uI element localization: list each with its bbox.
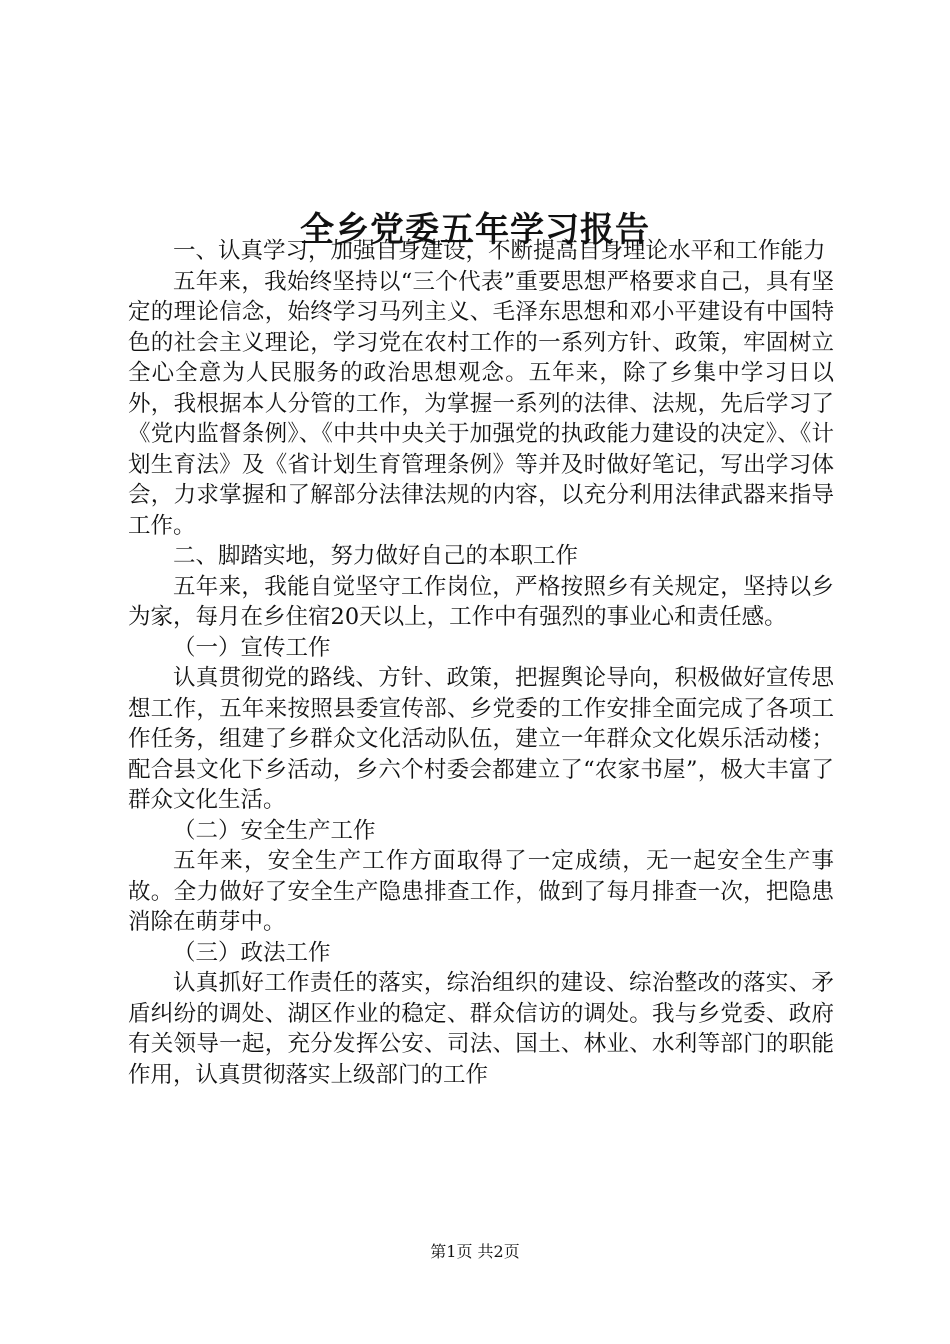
paragraph-publicity: 认真贯彻党的路线、方针、政策，把握舆论导向，积极做好宣传思想工作，五年来按照县委宣传部、乡党委的工作安排全面完成了各项工作任务，组建了乡群众文化活动队伍，建立一年群众文化娱乐活动楼；配合县文化下乡活动，乡六个村委会都建立了“农家书屋”，极大丰富了群众文化生活。	[128, 665, 834, 813]
paragraph-duty: 五年来，我能自觉坚守工作岗位，严格按照乡有关规定，坚持以乡为家，每月在乡住宿20天以上，工作中有强烈的事业心和责任感。	[128, 573, 834, 630]
subheading-safety: （二）安全生产工作	[173, 817, 376, 844]
page-number-footer: 第1页 共2页	[430, 1242, 520, 1261]
paragraph-safety: 五年来，安全生产工作方面取得了一定成绩，无一起安全生产事故。全力做好了安全生产隐患排查工作，做到了每月排查一次，把隐患消除在萌芽中。	[128, 848, 834, 935]
document-body	[128, 236, 834, 1090]
section-heading-1: 一、认真学习，加强自身建设，不断提高自身理论水平和工作能力	[173, 238, 826, 264]
subheading-legal: （三）政法工作	[173, 939, 331, 966]
section-heading-2: 二、脚踏实地，努力做好自己的本职工作	[173, 543, 579, 569]
paragraph-legal: 认真抓好工作责任的落实，综治组织的建设、综治整改的落实、矛盾纠纷的调处、湖区作业的稳定、群众信访的调处。我与乡党委、政府有关领导一起，充分发挥公安、司法、国土、林业、水利等部门的职能作用，认真贯彻落实上级部门的工作	[128, 970, 834, 1088]
document-title: 全乡党委五年学习报告	[300, 209, 650, 250]
paragraph-study: 五年来，我始终坚持以“三个代表”重要思想严格要求自己，具有坚定的理论信念，始终学习马列主义、毛泽东思想和邓小平建设有中国特色的社会主义理论，学习党在农村工作的一系列方针、政策，牢固树立全心全意为人民服务的政治思想观念。五年来，除了乡集中学习日以外，我根据本人分管的工作，为掌握一系列的法律、法规，先后学习了《党内监督条例》、《中共中央关于加强党的执政能力建设的决定》、《计划生育法》及《省计划生育管理条例》等并及时做好笔记，写出学习体会，力求掌握和了解部分法律法规的内容，以充分利用法律武器来指导工作。	[128, 268, 834, 539]
subheading-publicity: （一）宣传工作	[173, 634, 331, 661]
